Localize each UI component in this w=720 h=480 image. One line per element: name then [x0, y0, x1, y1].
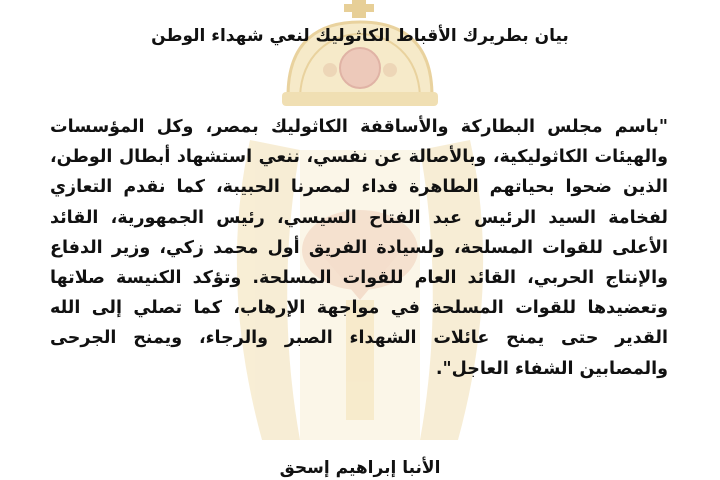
statement-body: "باسم مجلس البطاركة والأساقفة الكاثوليك بمصر، وكل المؤسسات والهيئات الكاثوليكية، وبالأصالة عن نفسي، ننعي استشهاد أبطال الوطن، الذين ضحوا بحياتهم الطاهرة فداء لمصرنا الحبيبة، كما نقدم التعازي لفخامة السيد الرئيس عبد الفتاح السيسي، رئيس الجمهورية، القائد الأعلى للقوات المسلحة، ولسيادة الفريق أول محمد زكي، وزير الدفاع والإنتاج الحربي، القائد العام للقوات المسلحة. وتؤكد الكنيسة صلاتها وتعضيدها للقوات المسلحة في مواجهة الإرهاب، كما تصلي إلى الله القدير حتى يمنح عائلات الشهداء الصبر والرجاء، ويمنح الجرحى والمصابين الشفاء العاجل".: [50, 117, 668, 379]
document-title: بيان بطريرك الأقباط الكاثوليك لنعي شهداء الوطن: [151, 26, 569, 46]
signature: الأنبا إبراهيم إسحق: [279, 458, 441, 478]
